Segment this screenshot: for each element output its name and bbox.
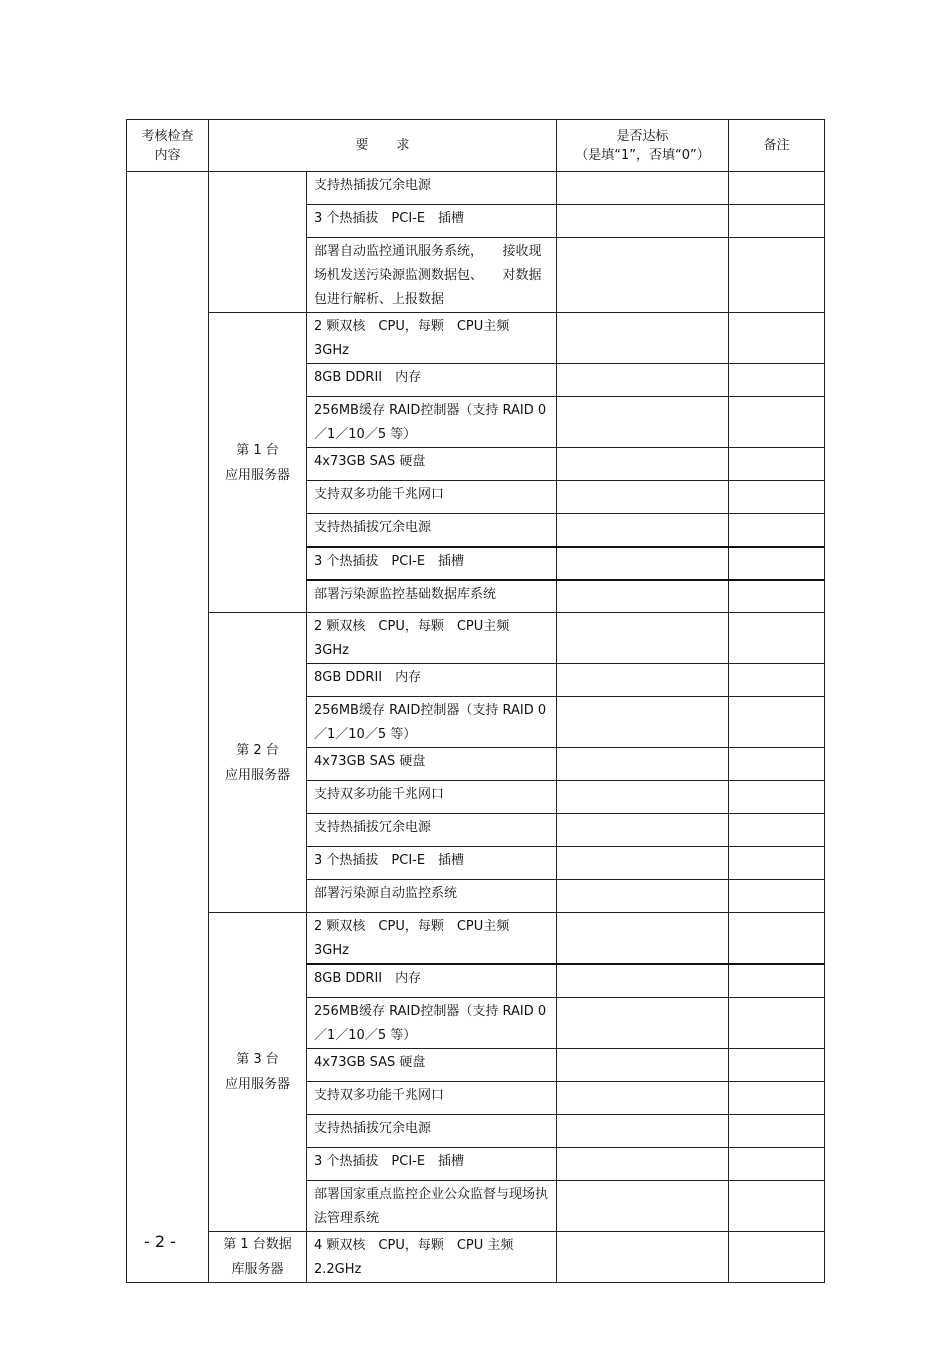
compliance-cell[interactable] (557, 364, 729, 397)
compliance-cell[interactable] (557, 880, 729, 913)
server-group-label: 第 3 台 应用服务器 (209, 913, 307, 1232)
compliance-cell[interactable] (557, 547, 729, 580)
compliance-cell[interactable] (557, 397, 729, 448)
requirement-cell: 4x73GB SAS 硬盘 (307, 448, 557, 481)
remarks-cell[interactable] (729, 697, 825, 748)
compliance-cell[interactable] (557, 514, 729, 547)
remarks-cell[interactable] (729, 1231, 825, 1282)
server-group-label (209, 172, 307, 313)
requirement-cell: 8GB DDRII 内存 (307, 364, 557, 397)
requirement-cell: 部署国家重点监控企业公众监督与现场执法管理系统 (307, 1180, 557, 1231)
header-inspection-content: 考核检查 内容 (127, 120, 209, 172)
remarks-cell[interactable] (729, 238, 825, 313)
compliance-cell[interactable] (557, 781, 729, 814)
table-row (127, 313, 825, 364)
compliance-cell[interactable] (557, 1081, 729, 1114)
remarks-cell[interactable] (729, 481, 825, 514)
requirement-cell: 3 个热插拔 PCI-E 插槽 (307, 205, 557, 238)
requirement-cell: 8GB DDRII 内存 (307, 964, 557, 997)
compliance-cell[interactable] (557, 613, 729, 664)
requirement-cell: 4x73GB SAS 硬盘 (307, 748, 557, 781)
remarks-cell[interactable] (729, 172, 825, 205)
remarks-cell[interactable] (729, 748, 825, 781)
remarks-cell[interactable] (729, 580, 825, 613)
remarks-cell[interactable] (729, 205, 825, 238)
server-group-label: 第 1 台数据 库服务器 (209, 1231, 307, 1282)
compliance-cell[interactable] (557, 748, 729, 781)
table-row (127, 172, 825, 205)
remarks-cell[interactable] (729, 1081, 825, 1114)
requirement-cell: 支持热插拔冗余电源 (307, 172, 557, 205)
requirement-cell: 支持双多功能千兆网口 (307, 781, 557, 814)
remarks-cell[interactable] (729, 997, 825, 1048)
requirement-cell: 2 颗双核 CPU，每颗 CPU主频 3GHz (307, 613, 557, 664)
remarks-cell[interactable] (729, 547, 825, 580)
requirement-cell: 4x73GB SAS 硬盘 (307, 1048, 557, 1081)
remarks-cell[interactable] (729, 1114, 825, 1147)
remarks-cell[interactable] (729, 781, 825, 814)
compliance-cell[interactable] (557, 1147, 729, 1180)
remarks-cell[interactable] (729, 964, 825, 997)
header-remarks: 备注 (729, 120, 825, 172)
table-row (127, 613, 825, 664)
requirement-cell: 8GB DDRII 内存 (307, 664, 557, 697)
requirement-cell: 支持双多功能千兆网口 (307, 1081, 557, 1114)
compliance-cell[interactable] (557, 664, 729, 697)
remarks-cell[interactable] (729, 847, 825, 880)
remarks-cell[interactable] (729, 814, 825, 847)
inspection-table (126, 119, 825, 1283)
compliance-cell[interactable] (557, 238, 729, 313)
compliance-cell[interactable] (557, 1180, 729, 1231)
remarks-cell[interactable] (729, 913, 825, 965)
requirement-cell: 3 个热插拔 PCI-E 插槽 (307, 847, 557, 880)
compliance-cell[interactable] (557, 964, 729, 997)
compliance-cell[interactable] (557, 814, 729, 847)
compliance-cell[interactable] (557, 313, 729, 364)
requirement-cell: 支持双多功能千兆网口 (307, 481, 557, 514)
compliance-cell[interactable] (557, 847, 729, 880)
compliance-cell[interactable] (557, 172, 729, 205)
remarks-cell[interactable] (729, 364, 825, 397)
compliance-cell[interactable] (557, 1231, 729, 1282)
requirement-cell: 部署污染源监控基础数据库系统 (307, 580, 557, 613)
table-row (127, 1231, 825, 1282)
table-row (127, 913, 825, 965)
remarks-cell[interactable] (729, 1147, 825, 1180)
header-compliance: 是否达标 （是填“1”，否填“0”） (557, 120, 729, 172)
requirement-cell: 部署自动监控通讯服务系统， 接收现场机发送污染源监测数据包、 对数据包进行解析、上报数据 (307, 238, 557, 313)
inspection-content-cell (127, 172, 209, 1283)
requirement-cell: 部署污染源自动监控系统 (307, 880, 557, 913)
requirement-cell: 支持热插拔冗余电源 (307, 1114, 557, 1147)
remarks-cell[interactable] (729, 880, 825, 913)
remarks-cell[interactable] (729, 1180, 825, 1231)
page-number: - 2 - (144, 1232, 176, 1251)
header-requirement: 要 求 (209, 120, 557, 172)
compliance-cell[interactable] (557, 997, 729, 1048)
compliance-cell[interactable] (557, 1114, 729, 1147)
remarks-cell[interactable] (729, 313, 825, 364)
compliance-cell[interactable] (557, 481, 729, 514)
remarks-cell[interactable] (729, 448, 825, 481)
compliance-cell[interactable] (557, 913, 729, 965)
compliance-cell[interactable] (557, 1048, 729, 1081)
table-header-row (127, 120, 825, 172)
compliance-cell[interactable] (557, 580, 729, 613)
server-group-label: 第 1 台 应用服务器 (209, 313, 307, 613)
remarks-cell[interactable] (729, 397, 825, 448)
requirement-cell: 256MB缓存 RAID控制器（支持 RAID 0／1／10／5 等） (307, 697, 557, 748)
remarks-cell[interactable] (729, 664, 825, 697)
requirement-cell: 256MB缓存 RAID控制器（支持 RAID 0／1／10／5 等） (307, 397, 557, 448)
requirement-cell: 4 颗双核 CPU，每颗 CPU 主频 2.2GHz (307, 1231, 557, 1282)
requirement-cell: 256MB缓存 RAID控制器（支持 RAID 0／1／10／5 等） (307, 997, 557, 1048)
remarks-cell[interactable] (729, 514, 825, 547)
requirement-cell: 2 颗双核 CPU，每颗 CPU主频 3GHz (307, 313, 557, 364)
compliance-cell[interactable] (557, 448, 729, 481)
remarks-cell[interactable] (729, 613, 825, 664)
requirement-cell: 3 个热插拔 PCI-E 插槽 (307, 1147, 557, 1180)
requirement-cell: 支持热插拔冗余电源 (307, 514, 557, 547)
server-group-label: 第 2 台 应用服务器 (209, 613, 307, 913)
remarks-cell[interactable] (729, 1048, 825, 1081)
compliance-cell[interactable] (557, 205, 729, 238)
compliance-cell[interactable] (557, 697, 729, 748)
requirement-cell: 2 颗双核 CPU，每颗 CPU主频 3GHz (307, 913, 557, 965)
requirement-cell: 支持热插拔冗余电源 (307, 814, 557, 847)
requirement-cell: 3 个热插拔 PCI-E 插槽 (307, 547, 557, 580)
